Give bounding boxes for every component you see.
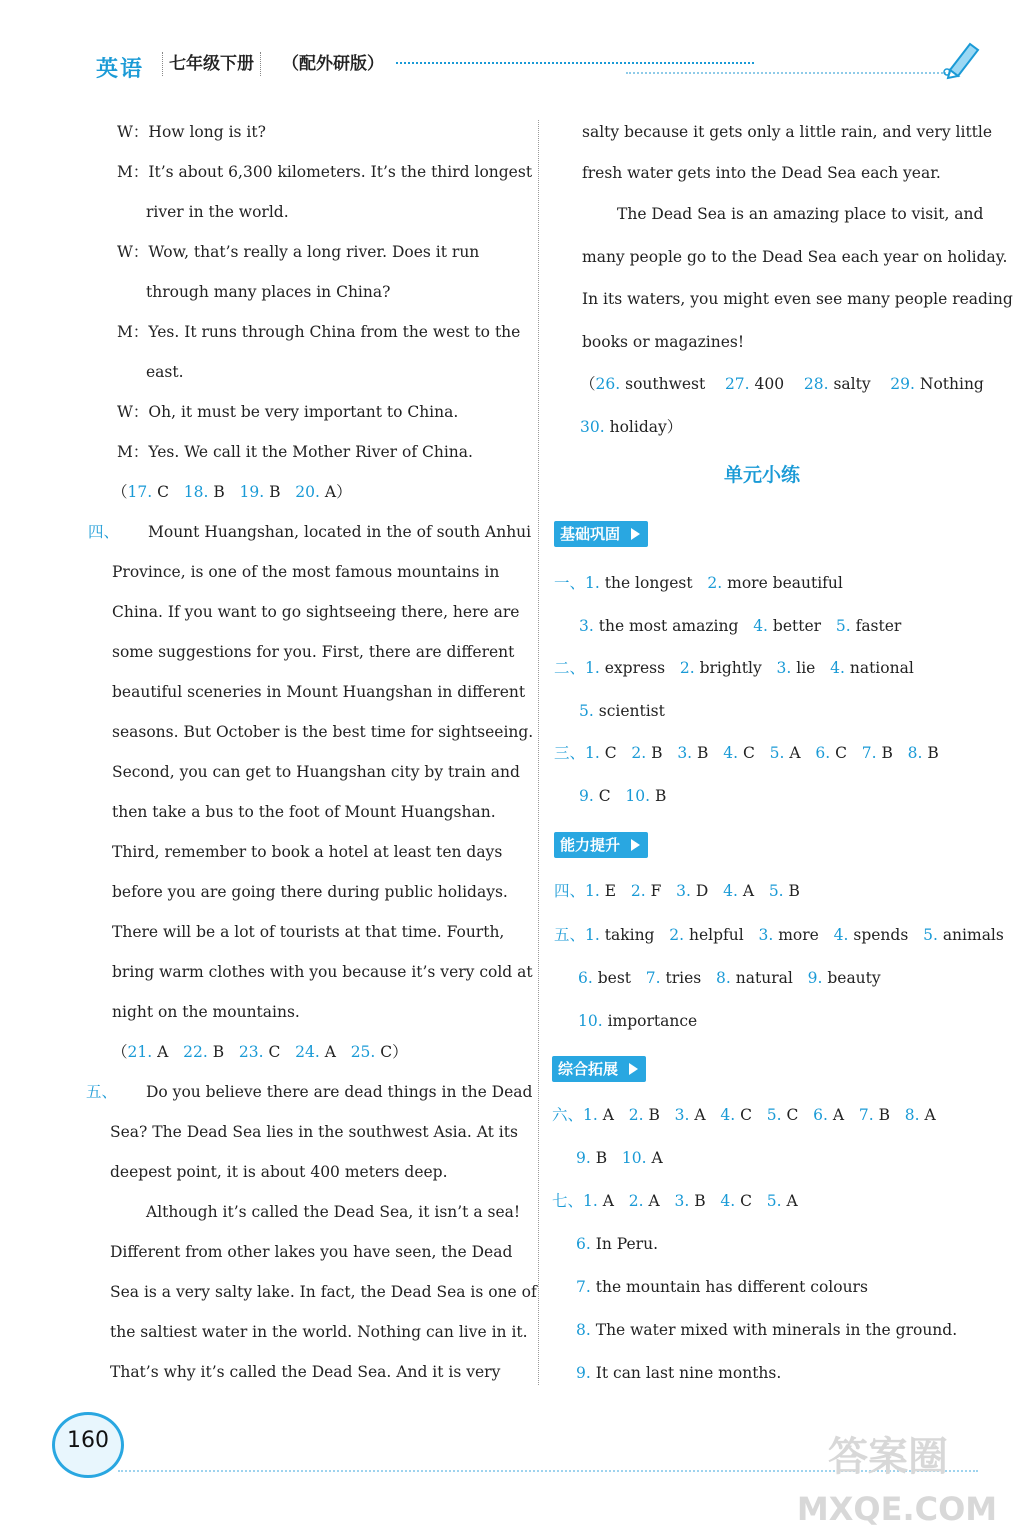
watermark-url: MXQE.COM <box>796 1490 998 1528</box>
passage-line: then take a bus to the foot of Mount Huangshan. <box>112 803 496 821</box>
answer-row: （26. southwest 27. 400 28. salty 29. Nothing <box>580 375 984 393</box>
passage-line: the saltiest water in the world. Nothing can live in it. <box>110 1323 528 1341</box>
passage-line: Mount Huangshan, located in the of south Anhui <box>148 523 532 541</box>
section-label: 五、 <box>86 1083 118 1101</box>
answer-row: 一、1. the longest 2. more beautiful <box>554 574 843 592</box>
column-divider <box>538 120 539 1385</box>
passage-line: seasons. But October is the best time for sightseeing. <box>112 723 534 741</box>
passage-line: Sea? The Dead Sea lies in the southwest Asia. At its <box>110 1123 518 1141</box>
subject-title: 英语 <box>96 57 145 82</box>
answer-row: 7. the mountain has different colours <box>576 1278 868 1296</box>
dialogue-line: river in the world. <box>146 203 289 221</box>
answer-row: （21. A 22. B 23. C 24. A 25. C） <box>112 1043 408 1061</box>
answer-row: 六、1. A 2. B 3. A 4. C 5. C 6. A 7. B 8. A <box>552 1106 936 1124</box>
edition-label: （配外研版） <box>282 54 384 74</box>
passage-line: Different from other lakes you have seen, the Dead <box>110 1243 513 1261</box>
dialogue-line: M：It’s about 6,300 kilometers. It’s the third longest <box>117 163 533 181</box>
header-divider <box>396 62 754 64</box>
passage-line: Second, you can get to Huangshan city by train and <box>112 763 520 781</box>
grade-label: 七年级下册 <box>162 52 261 76</box>
answer-row: 3. the most amazing 4. better 5. faster <box>579 617 902 635</box>
answer-row: 6. In Peru. <box>576 1235 658 1253</box>
passage-line: Province, is one of the most famous mountains in <box>112 563 500 581</box>
answer-row: 9. It can last nine months. <box>576 1364 782 1382</box>
answer-row: 三、1. C 2. B 3. B 4. C 5. A 6. C 7. B 8. B <box>554 744 939 762</box>
watermark-logo <box>792 1422 1002 1532</box>
passage-line: There will be a lot of tourists at that time. Fourth, <box>112 923 505 941</box>
answer-row: 五、1. taking 2. helpful 3. more 4. spends 5. animals <box>554 926 1004 944</box>
passage-line: some suggestions for you. First, there are different <box>112 643 515 661</box>
passage-line: That’s why it’s called the Dead Sea. And it is very <box>110 1363 501 1381</box>
answer-row: 10. importance <box>578 1012 698 1030</box>
play-arrow-icon <box>631 839 640 851</box>
passage-line: The Dead Sea is an amazing place to visit, and <box>617 205 984 223</box>
unit-practice-title: 单元小练 <box>724 464 801 486</box>
passage-line: books or magazines! <box>582 333 745 351</box>
dialogue-line: W：Oh, it must be very important to China. <box>117 403 459 421</box>
passage-line: In its waters, you might even see many people reading <box>582 290 1013 308</box>
answer-row: 9. B 10. A <box>576 1149 663 1167</box>
passage-line: bring warm clothes with you because it’s very cold at <box>112 963 533 981</box>
header-divider-secondary <box>626 72 946 74</box>
answer-row: 四、1. E 2. F 3. D 4. A 5. B <box>554 882 800 900</box>
passage-line: night on the mountains. <box>112 1003 300 1021</box>
section-tag-ability: 能力提升 <box>554 832 648 858</box>
answer-row: 8. The water mixed with minerals in the ground. <box>576 1321 958 1339</box>
watermark-text: 答案圈 <box>828 1434 948 1480</box>
passage-line: beautiful sceneries in Mount Huangshan in different <box>112 683 526 701</box>
dialogue-line: M：Yes. It runs through China from the west to the <box>117 323 521 341</box>
answer-row: 6. best 7. tries 8. natural 9. beauty <box>578 969 881 987</box>
play-arrow-icon <box>629 1063 638 1075</box>
answer-row: 30. holiday） <box>580 418 683 436</box>
section-tag-extension: 综合拓展 <box>552 1056 646 1082</box>
passage-line: Do you believe there are dead things in the Dead <box>146 1083 533 1101</box>
passage-line: many people go to the Dead Sea each year on holiday. <box>582 248 1008 266</box>
passage-line: fresh water gets into the Dead Sea each year. <box>582 164 941 182</box>
dialogue-line: east. <box>146 363 184 381</box>
passage-line: China. If you want to go sightseeing there, here are <box>112 603 520 621</box>
answer-row: 二、1. express 2. brightly 3. lie 4. national <box>554 659 914 677</box>
page-number: 160 <box>67 1428 109 1453</box>
answer-row: （17. C 18. B 19. B 20. A） <box>112 483 352 501</box>
answer-row: 七、1. A 2. A 3. B 4. C 5. A <box>552 1192 798 1210</box>
passage-line: deepest point, it is about 400 meters deep. <box>110 1163 448 1181</box>
passage-line: Although it’s called the Dead Sea, it isn’t a sea! <box>146 1203 521 1221</box>
section-label: 四、 <box>88 523 120 541</box>
dialogue-line: W：How long is it? <box>117 123 266 141</box>
passage-line: Sea is a very salty lake. In fact, the Dead Sea is one of <box>110 1283 537 1301</box>
passage-line: before you are going there during public holidays. <box>112 883 508 901</box>
dialogue-line: M：Yes. We call it the Mother River of China. <box>117 443 473 461</box>
dialogue-line: through many places in China? <box>146 283 391 301</box>
passage-line: Third, remember to book a hotel at least ten days <box>112 843 503 861</box>
play-arrow-icon <box>631 528 640 540</box>
answer-row: 9. C 10. B <box>579 787 667 805</box>
section-tag-basics: 基础巩固 <box>554 521 648 547</box>
passage-line: salty because it gets only a little rain, and very little <box>582 123 993 141</box>
pen-icon <box>940 36 984 80</box>
dialogue-line: W：Wow, that’s really a long river. Does it run <box>117 243 480 261</box>
answer-row: 5. scientist <box>579 702 665 720</box>
